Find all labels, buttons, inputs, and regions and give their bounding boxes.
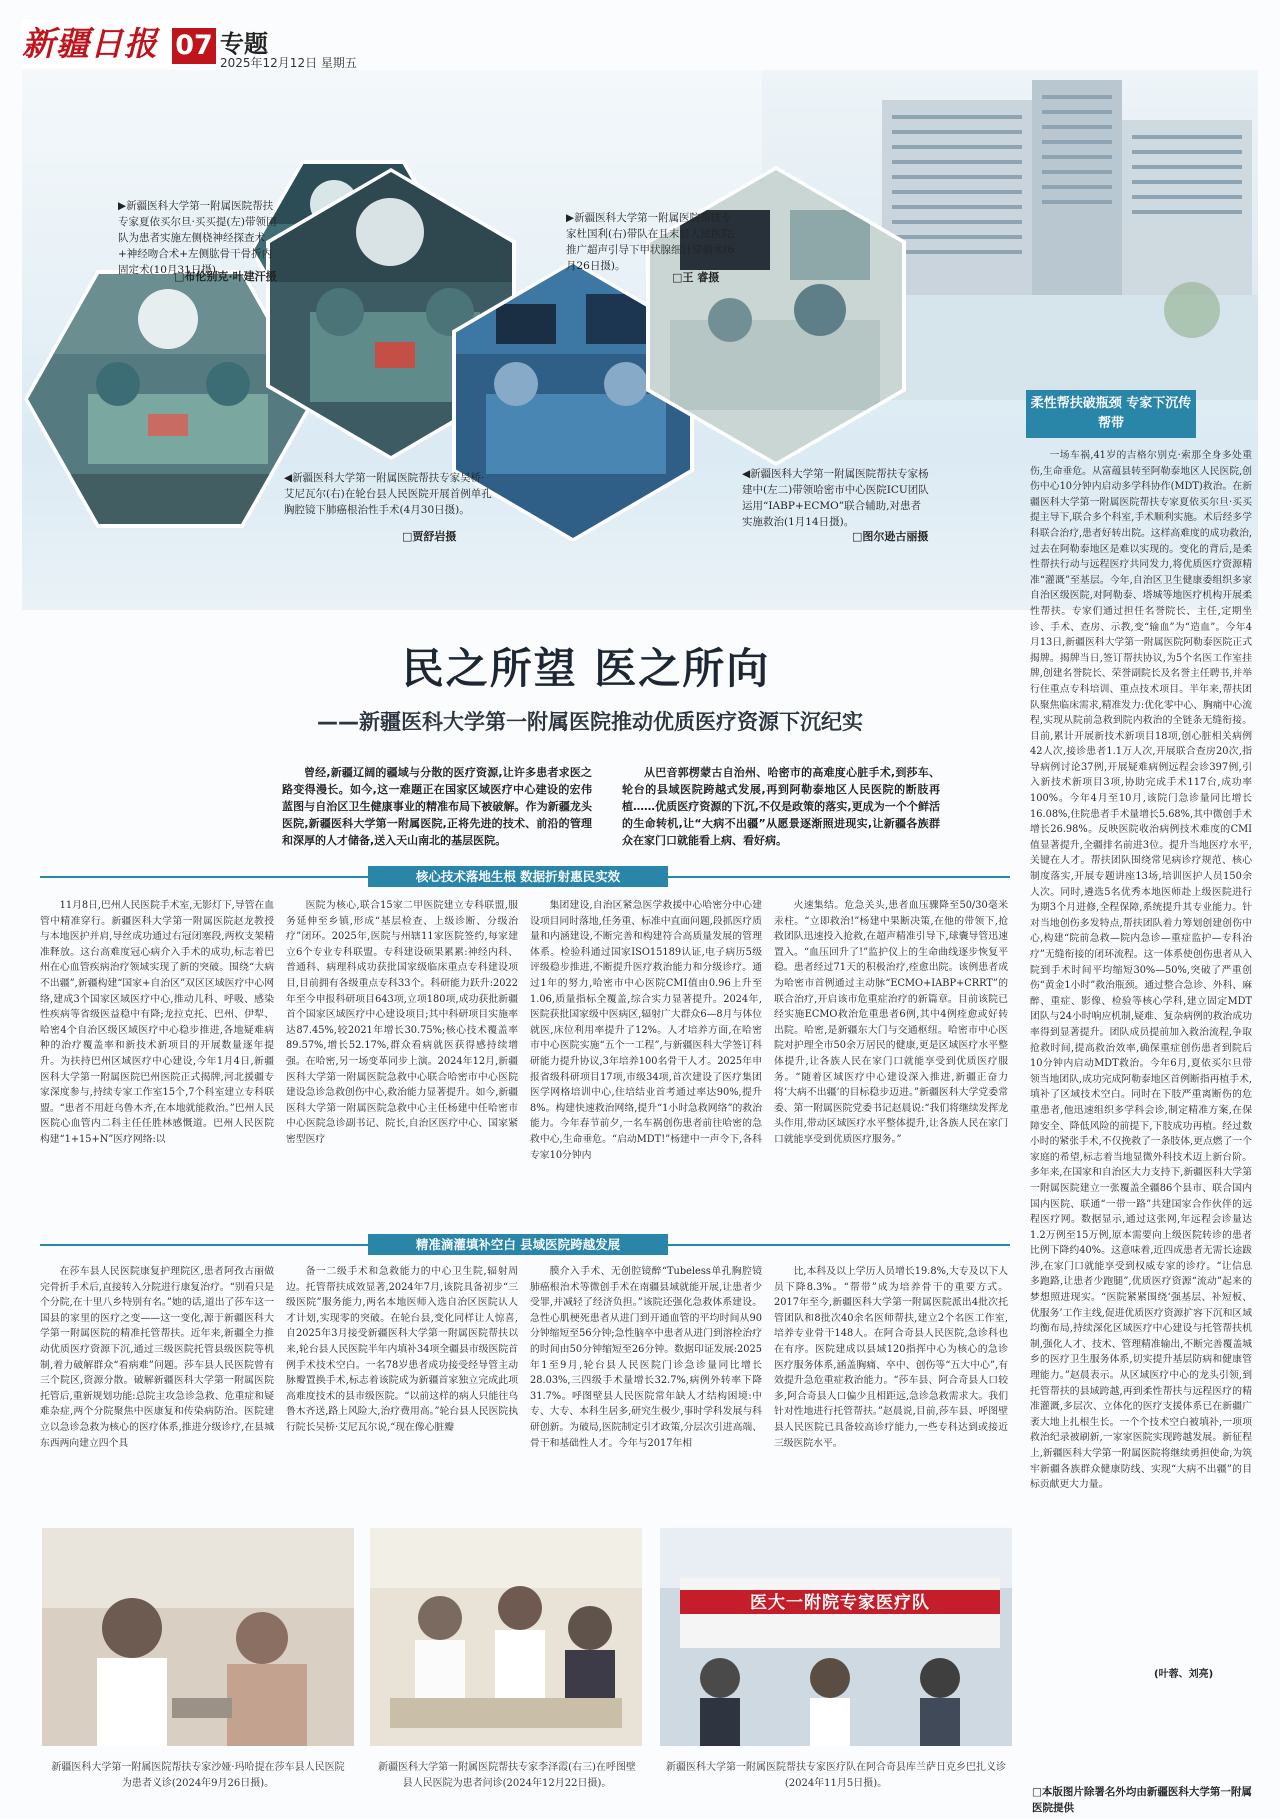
body-column-7: 膜介入手术、无创腔镜醉“Tubeless单孔胸腔镜肺癌根治术等微创手术在南疆县域就能开展,让患者少受罪,并减轻了经济负担。”该院还强化急救体系建设。急性心肌梗死患者从进门到开通血管的平均时间从90分钟缩短至56分钟;急性脑卒中患者从进门到溶栓治疗的时间由50分钟缩短至26分钟。数据印证发展:2025年1至9月,轮台县人民医院门诊急诊量同比增长28.03%,三四级手术量增长32.7%,病例外转率下降31.7%。呼图壁县人民医院常年缺人才结构困境:中专、大专、本科生居多,研究生极少,事时学科发展与科研创新。为破局,医院制定引才政策,分层次引进高端、骨干和基础性人才。今年与2017年相 <box>530 1266 762 1449</box>
newspaper-logo: 新疆日报 <box>22 20 170 68</box>
subheadline: ——新疆医科大学第一附属医院推动优质医疗资源下沉纪实 <box>317 710 863 734</box>
ambulance-banner-text: 医大一附院专家医疗队 <box>750 1593 930 1613</box>
photo-credit-4: □图尔逊古丽摄 <box>852 530 929 543</box>
body-column-3: 集团建设,自治区紧急医学救援中心哈密分中心建设项目同时落地,任务重、标准中直面问题,段抓医疗质量和内涵建设,不断完善和构建符合高质量发展的管理体系。检验科通过国家ISO15189认证,电子病历5级评级稳步推进,不断提升医疗救治能力和分级诊疗。通过1年的努力,哈密市中心医院CMI值由0.96上升至1.06,质量指标全覆盖,综合实力显著提升。2024年,医院获批国家级中医病区,辐射广大群众6—8月与体位就医,床位利用率提升了12%。人才培养方面,在哈密市中心医院实施“五个一工程”,与新疆医科大学签订科研能力提升协议,3年培养100名骨干人才。2025年申报省级科研项目17项,市级34项,首次建设了医疗集团医学网格培训中心,住培结业首考通过率达90%,提升8%。构建快速救治网络,提升“1小时急救网络”的救治能力。今年春节前夕,一名车祸创伤患者前往哈密的急救中心,生命垂危。“启动MDT!”杨建中一声令下,各科专家10分钟内 <box>530 900 762 1161</box>
byline: (叶蓉、刘亮) <box>1154 1669 1214 1680</box>
bottom-caption-2: 新疆医科大学第一附属医院帮扶专家李泽霞(右三)在呼图壁县人民医院为患者问诊(2024年12月22日摄)。 <box>378 1762 636 1789</box>
lead-right: 从巴音郭楞蒙古自治州、哈密市的高难度心脏手术,到莎车、轮台的县域医院跨越式发展,再到阿勒泰地区人民医院的断肢再植……优质医疗资源的下沉,不仅是政策的落实,更成为一个个鲜活的生命转机,让“大病不出疆”从愿景逐渐照进现实,让新疆各族群众在家门口就能看上病、看好病。 <box>622 766 940 847</box>
bottom-caption-3: 新疆医科大学第一附属医院帮扶专家医疗队在阿合奇县库兰萨日克乡巴扎义诊(2024年11月5日摄)。 <box>666 1762 1006 1789</box>
photo-credit-3: □贾舒岩摄 <box>402 530 457 543</box>
section-heading-core-tech: 核心技术落地生根 数据折射惠民实效 <box>368 866 668 887</box>
bottom-caption-1: 新疆医科大学第一附属医院帮扶专家沙娅·玛哈提在莎车县人民医院为患者义诊(2024年9月26日摄)。 <box>51 1762 345 1789</box>
photo-credit-footnote: □本版图片除署名外均由新疆医科大学第一附属医院提供 <box>1032 1786 1252 1814</box>
bottom-photo-outreach <box>660 1528 1012 1746</box>
photo-caption-3: ◀新疆医科大学第一附属医院帮扶专家吴桥·艾尼瓦尔(右)在轮台县人民医院开展首例单孔胸腔镜下肺癌根治性手术(4月30日摄)。 <box>284 472 492 516</box>
photo-credit-1: □布伦别克·叶建汗摄 <box>174 270 277 283</box>
bottom-photo-consultation <box>370 1528 642 1746</box>
section-heading-precision: 精准滴灌填补空白 县域医院跨越发展 <box>368 1234 668 1255</box>
body-column-2: 医院为核心,联合15家二甲医院建立专科联盟,服务延伸至乡镇,形成“基层检查、上级诊断、分级治疗”闭环。2025年,医院与州辖11家医院签约,每家建立6个专业专科联盟。专科建设硕果累累:神经内科、普通科、病理科成功获批国家级临床重点专科建设项目,目前拥有各级重点专科33个。科研能力跃升:2022年至今申报科研项目643项,立项180项,成功获批新疆首个国家区域医疗中心建设项目;其中科研项目实施率达87.45%,较2021年增长30.75%;核心技术覆盖率89.57%,增长52.17%,群众看病就医获得感持续增强。在哈密,另一场变革同步上演。2024年12月,新疆医科大学第一附属医院急救中心联合哈密市中心医院建设急诊急救创伤中心,救治能力显著提升。如今,新疆医科大学第一附属医院急救中心主任杨建中任哈密市中心医院急诊副书记、院长,自治区医疗中心、国家紧密型医疗 <box>286 900 518 1145</box>
photo-credit-2: □王 睿摄 <box>672 271 720 284</box>
headline: 民之所望 医之所向 <box>401 644 771 693</box>
masthead <box>22 20 622 68</box>
page-number: 07 <box>172 28 216 64</box>
photo-caption-4: ◀新疆医科大学第一附属医院帮扶专家杨建中(左二)带领哈密市中心医院ICU团队运用“IABP+ECMO”联合辅助,对患者实施救治(1月14日摄)。 <box>742 468 929 528</box>
dateline: 2025年12月12日 星期五 <box>220 56 357 70</box>
section-title: 专题 <box>220 30 268 58</box>
sidebar-body: 一场车祸,41岁的吉格尔别克·索那全身多处重伤,生命垂危。从富蕴县转至阿勒泰地区人民医院,创伤中心10分钟内启动多学科协作(MDT)救治。在新疆医科大学第一附属医院帮扶专家夏依买尔旦·买买提主导下,联合多个科室,手术顺利实施。术后经多学科联合治疗,患者好转出院。这样高难度的成功救治,过去在阿勒泰地区是难以实现的。变化的背后,是柔性帮扶行动与远程医疗共同发力,将优质医疗资源精准“灌溉”至基层。今年,自治区卫生健康委组织多家自治区级医院,对阿勒泰、塔城等地医疗机构开展柔性帮扶。专家们通过担任名誉院长、主任,定期坐诊、手术、查房、示教,变“输血”为“造血”。今年4月13日,新疆医科大学第一附属医院阿勒泰医院正式揭牌。揭牌当日,签订帮扶协议,为5个名医工作室挂牌,创建名誉院长、荣誉副院长及名誉主任聘书,并举行住重点专科培训、重点技术项目。半年来,帮扶团队聚焦临床需求,精准发力:优化零中心、胸痛中心流程,实现从院前急救到院内救治的全链条无缝衔接。目前,累计开展新技术新项目18项,创心脏相关病例42人次,接诊患者1.1万人次,开展联合查房20次,指导病例讨论37例,开展疑难病例远程会诊397例,引入新技术新项目3项,协助完成手术117台,成功率100%。今年4月至10月,该院门急诊量同比增长16.08%,住院患者手术量增长5.68%,其中微创手术增长26.98%。反映医院收治病例技术难度的CMI值显著提升,全疆排名前进3位。提升当地医疗水平,关键在人才。帮扶团队围绕常见病诊疗规范、核心制度落实,开展专题讲座13场,培训医护人员150余人次。同时,遴选5名优秀本地医师赴上级医院进行为期3个月进修,全程保障,系统提升其专业能力。针对当地创伤多发特点,帮扶团队着力筹划创建创伤中心,构建“院前急救—院内急诊—重症监护—专科治疗”无缝衔接的闭环流程。这一体系使创伤患者从入院到手术时间平均缩短30%—50%,突破了严重创伤“黄金1小时”救治瓶颈。通过整合急诊、外科、麻醉、重症、影像、检验等核心学科,建立固定MDT团队与24小时响应机制,疑难、复杂病例的救治成功率得到显著提升。团队成员提前加入救治流程,争取抢救时间,提高救治效率,确保重症创伤患者到院后10分钟内启动MDT救治。今年6月,夏依买尔旦带领当地团队,成功完成阿勒泰地区首例断指再植手术,填补了区域技术空白。同时在下肢严重离断伤的危重患者,他迅速组织多学科会诊,制定精准方案,在保障安全、降低风险的前提下,下肢成功再植。经过数小时的紧张手术,不仅挽救了一条肢体,更点燃了一个家庭的希望,标志着当地显微外科技术迈上新台阶。多年来,在国家和自治区大力支持下,新疆医科大学第一附属医院建立一张覆盖全疆86个县市、联合国内国内医院、联通“一带一路”共建国家合作伙伴的远程医疗网。数据显示,通过这张网,年远程会诊量达1.2万例至15万例,原本需要向上级医院转诊的患者比例下降约40%。这意味着,近四成患者无需长途跋涉,在家门口就能享受到权威专家的诊疗。“让信息多跑路,让患者少跑腿”,优质医疗资源“流动”起来的梦想照进现实。“医院紧紧围绕‘强基层、补短板、优服务’工作主线,促进优质医疗资源扩容下沉和区域均衡布局,持续深化区域医疗中心建设与托管帮扶机制,强化人才、技术、管理精准输出,不断完善覆盖城乡的医疗卫生服务体系,切实提升基层防病和健康管理能力。”赵晨表示。从区域医疗中心的龙头引领,到托管帮扶的县域跨越,再到柔性帮扶与远程医疗的精准灌溉,多层次、立体化的医疗支援体系已在新疆广袤大地上扎根生长。一个个技术空白被填补,一项项救治纪录被刷新,一家家医院实现跨越发展。新征程上,新疆医科大学第一附属医院将继续勇担使命,为筑牢新疆各族群众健康防线、实现“大病不出疆”的目标贡献更大力量。 <box>1030 450 1252 1491</box>
bottom-photo-clinic <box>42 1528 354 1746</box>
sidebar-section-heading: 柔性帮扶破瓶颈 专家下沉传帮带 <box>1026 390 1196 438</box>
photo-caption-2: ▶新疆医科大学第一附属医院帮扶专家杜国利(右)带队在且末县人民医院,推广超声引导下甲状腺细针穿刺术(6月26日摄)。 <box>566 212 736 272</box>
body-column-8: 比,本科及以上学历人员增长19.8%,大专及以下人员下降8.3%。“帮带”成为培养骨干的重要方式。2017年至今,新疆医科大学第一附属医院派出4批次托管团队和8批次40余名医师帮扶,建立2个名医工作室,培养专业骨干148人。在阿合奇县人民医院,急诊科也在有序。医院建成以县域120指挥中心为核心的急诊医疗服务体系,涵盖胸痛、卒中、创伤等“五大中心”,有效提升急危重症救治能力。“莎车县、阿合奇县人口较多,阿合奇县人口偏少且相距远,急诊急救需求大。我们针对性地进行托管帮扶。”赵晨说,目前,莎车县、呼图壁县人民医院已具备较高诊疗能力,一些专科达到或接近三级医院水平。 <box>774 1266 1008 1449</box>
body-column-6: 备一二级手术和急救能力的中心卫生院,辐射周边。托管帮扶成效显著,2024年7月,该院具备初步“三级医院”服务能力,两名本地医师入选自治区医院认人才计划,实现零的突破。在轮台县,变化同样让人惊喜,自2025年3月接受新疆医科大学第一附属医院帮扶以来,轮台县人民医院半年内填补34项全疆县市级医院首例手术技术空白。一名78岁患者成功接受经导管主动脉瓣置换手术,标志着该院成为新疆首家独立完成此项高难度技术的县市级医院。“以前这样的病人只能往乌鲁木齐送,路上风险大,治疗费用高。”轮台县人民医院执行院长吴桥·艾尼瓦尔说,“现在像心脏瓣 <box>286 1266 518 1433</box>
lead-left: 曾经,新疆辽阔的疆域与分散的医疗资源,让许多患者求医之路变得漫长。如今,这一难题正在国家区域医疗中心建设的宏伟蓝图与自治区卫生健康事业的精准布局下被破解。作为新疆龙头医院,新疆医科大学第一附属医院,正将先进的技术、前沿的管理和深厚的人才储备,送入天山南北的基层医院。 <box>282 766 592 847</box>
body-column-4: 火速集结。危急关头,患者血压骤降至50/30毫米汞柱。“立即救治!”杨建中果断决策,在他的带领下,抢救团队迅速投入抢救,在超声精准引导下,球囊导管迅速置入。“血压回升了!”监护仪上的生命曲线逐步恢复平稳。患者经过71天的积极治疗,痊愈出院。该例患者成为哈密市首例通过主动脉“ECMO+IABP+CRRT”的联合治疗,开启该市危重症治疗的新篇章。目前该院已经实施ECMO救治危重患者6例,其中4例痊愈或好转出院。哈密,是新疆东大门与交通枢纽。哈密市中心医院对护理全市50余万居民的健康,更是区域医疗水平整体提升,让各族人民在家门口就能享受到优质医疗服务。“随着区域医疗中心建设深入推进,新疆正奋力将‘大病不出疆’的目标稳步迈进。”新疆医科大学党委常委、第一附属医院党委书记赵晨说:“我们将继续发挥龙头作用,带动区域医疗水平整体提升,让各族人民在家门口就能享受到优质医疗服务。” <box>774 900 1008 1145</box>
body-column-1: 11月8日,巴州人民医院手术室,无影灯下,导管在血管中精准穿行。新疆医科大学第一附属医院赵龙教授与本地医护并肩,导丝成功通过右冠闭塞段,两枚支架精准释放。这台高难度冠心病介入手术的成功,标志着巴州在心血管疾病治疗领域实现了新的突破。围绕“大病不出疆”,新疆构建“国家+自治区”双区区域医疗中心网络,建成3个国家区域医疗中心,推动儿科、呼吸、感染性疾病等省级医益稳中有降;龙拉克托、巴州、伊犁、哈密4个自治区级区域医疗中心稳步推进,各地疑难病种的治疗覆盖率和新技术新项目的开展数量逐年提升。为扶持巴州区域医疗中心建设,今年1月4日,新疆医科大学第一附属医院巴州医院正式揭牌,河北援疆专家深度参与,持续专家工作室15个,7个科室建立专科联盟。“患者不用赶乌鲁木齐,在本地就能救治。”巴州人民医院心血管内二科主任任胜林感慨道。巴州人民医院构建“1+15+N”医疗网络:以 <box>40 900 274 1145</box>
body-column-5: 在莎车县人民医院康复护理院区,患者阿孜古丽做完骨折手术后,直接转入分院进行康复治疗。“别看只是个分院,在十里八乡特别有名。”她的话,道出了莎车这一国县的家里的医疗之变——这一变化,源于新疆医科大学第一附属医院的精准托管帮扶。近年来,新疆全力推动优质医疗资源下沉,通过三级医院托管县级医院等机制,着力破解群众“看病难”问题。莎车县人民医院曾有三个院区,资源分散。破解新疆医科大学第一附属医院托管后,重新规划功能:总院主攻急诊急救、危重症和疑难杂症,两个分院聚焦中医康复和传染病防治。医院建立以急诊急救为核心的医疗体系,推进分级诊疗,在县城东西两向建立四个具 <box>40 1266 274 1449</box>
photo-caption-1: ▶新疆医科大学第一附属医院帮扶专家夏依买尔旦·买买提(左)带领团队为患者实施左侧桡神经探查术+神经吻合术+左侧肱骨干骨折内固定术(10月31日摄)。 <box>118 200 277 276</box>
